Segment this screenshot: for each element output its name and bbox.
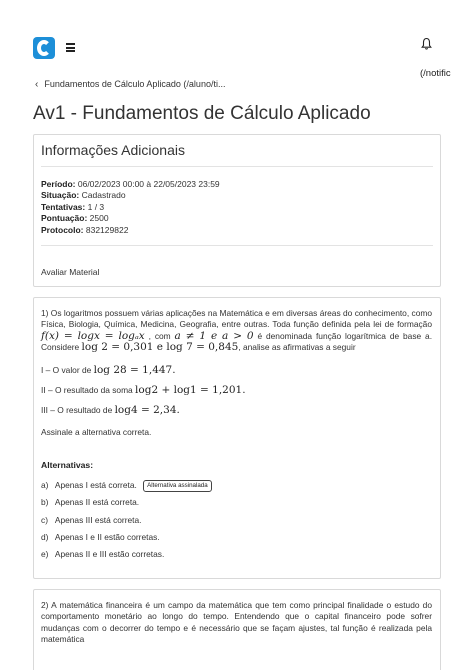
pontuacao-label: Pontuação: bbox=[41, 213, 88, 224]
analise-text: , analise as afirmativas a seguir bbox=[238, 342, 356, 353]
statement-3-math: log4 = 2,34. bbox=[114, 404, 180, 416]
formula-f: f(x) = logx = logₐx bbox=[41, 329, 145, 342]
alternative-text: Apenas I está correta. bbox=[54, 480, 137, 491]
protocolo-row bbox=[41, 225, 220, 236]
denominada-text: é denominada função logarítmica de base a. Considere bbox=[41, 330, 433, 353]
periodo-row bbox=[41, 179, 220, 190]
statement-3-prefix: III – O resultado de bbox=[41, 405, 113, 415]
question-text bbox=[41, 308, 432, 354]
info-card bbox=[33, 134, 441, 287]
com-text: , com bbox=[148, 330, 171, 341]
avaliar-material-link[interactable]: Avaliar Material bbox=[41, 267, 100, 277]
situacao-label: Situação: bbox=[41, 190, 80, 201]
alternative-b[interactable] bbox=[41, 497, 139, 507]
statement-2 bbox=[41, 384, 246, 396]
chevron-left-icon: ‹ bbox=[35, 79, 39, 90]
bell-icon[interactable] bbox=[421, 37, 432, 51]
alternative-a[interactable] bbox=[41, 480, 212, 492]
statement-2-prefix: II – O resultado da soma bbox=[41, 385, 133, 395]
situacao-row bbox=[41, 190, 220, 201]
periodo-label: Período: bbox=[41, 179, 76, 189]
pontuacao-row bbox=[41, 213, 220, 224]
question-text: 2) A matemática financeira é um campo da matemática que tem como principal finalidade o estudo do comportamento monetário ao longo do tempo. Entendendo que o capital financeiro pode sofrer mudanças com o decorrer do tempo e é necessário que se façam ajustes, tal função é realizada pela matemática bbox=[41, 600, 432, 645]
alternative-text: Apenas I e II estão corretas. bbox=[54, 532, 160, 542]
alternative-text: Apenas III está correta. bbox=[54, 515, 142, 525]
alternative-c[interactable] bbox=[41, 515, 141, 525]
alternative-text: Apenas II e III estão corretas. bbox=[54, 549, 165, 559]
breadcrumb[interactable] bbox=[35, 79, 225, 90]
instruction: Assinale a alternativa correta. bbox=[41, 427, 152, 437]
page-title: Av1 - Fundamentos de Cálculo Aplicado bbox=[33, 103, 371, 124]
question-intro: 1) Os logaritmos possuem várias aplicações na Matemática e em diversas áreas do conhecimento, como Física, Biologia, Química, Medicina, Geografia, entre outras. Toda função definida pela lei de formação bbox=[41, 308, 432, 330]
tentativas-value: 1 / 3 bbox=[87, 201, 105, 212]
tentativas-label: Tentativas: bbox=[41, 201, 86, 212]
alternative-letter: b) bbox=[41, 497, 49, 507]
hamburger-menu-icon[interactable] bbox=[66, 43, 75, 51]
question-card-1 bbox=[33, 297, 441, 579]
info-title: Informações Adicionais bbox=[41, 142, 185, 158]
formula-given: log 2 = 0,301 e log 7 = 0,845 bbox=[81, 341, 239, 354]
divider bbox=[41, 166, 433, 167]
selected-badge: Alternativa assinalada bbox=[143, 480, 212, 492]
situacao-value: Cadastrado bbox=[81, 190, 126, 201]
alternative-letter: d) bbox=[41, 532, 49, 542]
pontuacao-value: 2500 bbox=[89, 213, 109, 224]
alternative-e[interactable] bbox=[41, 549, 164, 559]
statement-1-prefix: I – O valor de bbox=[41, 365, 92, 375]
alternatives-heading: Alternativas: bbox=[41, 460, 94, 470]
statement-1 bbox=[41, 364, 176, 376]
question-card-2 bbox=[33, 589, 441, 670]
tentativas-row bbox=[41, 202, 220, 213]
breadcrumb-label[interactable]: Fundamentos de Cálculo Aplicado (/aluno/ti... bbox=[44, 79, 226, 89]
info-list bbox=[41, 179, 220, 236]
protocolo-label: Protocolo: bbox=[41, 224, 84, 235]
statement-1-math: log 28 = 1,447. bbox=[93, 364, 176, 376]
formula-condition: a ≠ 1 e a > 0 bbox=[174, 329, 254, 342]
statement-3 bbox=[41, 404, 180, 416]
notifications-link[interactable]: (/notific bbox=[420, 68, 451, 79]
statement-2-math: log2 + log1 = 1,201. bbox=[135, 384, 246, 396]
alternative-letter: e) bbox=[41, 549, 49, 559]
top-bar bbox=[0, 0, 474, 90]
alternative-d[interactable] bbox=[41, 532, 160, 542]
app-logo-icon[interactable] bbox=[33, 37, 55, 59]
periodo-value: 06/02/2023 00:00 à 22/05/2023 23:59 bbox=[77, 179, 220, 189]
alternative-letter: a) bbox=[41, 480, 49, 491]
protocolo-value: 832129822 bbox=[85, 224, 129, 235]
divider bbox=[41, 245, 433, 246]
alternative-text: Apenas II está correta. bbox=[54, 497, 140, 507]
alternative-letter: c) bbox=[41, 515, 48, 525]
